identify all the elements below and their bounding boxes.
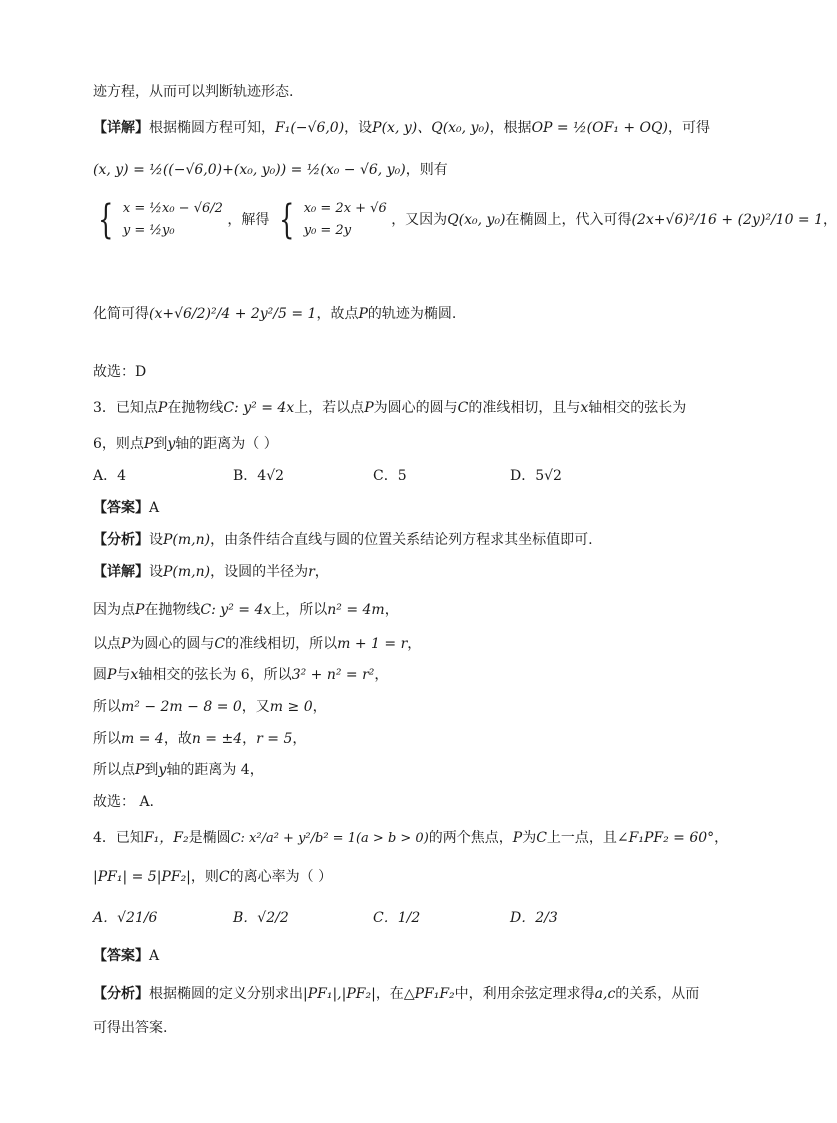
analysis-label: 【分析】	[93, 986, 149, 1002]
option-a: A．√21/6	[93, 910, 158, 926]
text: 所以	[93, 731, 121, 747]
math: m + 1 = r	[337, 636, 408, 652]
math: P(m,n)	[163, 532, 211, 548]
text: 的离心率为（ ）	[229, 869, 333, 885]
math: y	[167, 436, 176, 452]
text-line	[93, 362, 146, 382]
text: 设	[149, 532, 163, 548]
text: 在椭圆上，代入可得	[505, 212, 632, 228]
text-line	[93, 434, 278, 454]
text: 故选：D	[93, 364, 147, 380]
text: 根据椭圆的定义分别求出	[149, 986, 303, 1002]
text: ，设圆的半径为	[210, 564, 309, 580]
analysis-line	[93, 530, 593, 550]
math: P(m,n)	[163, 564, 211, 580]
text: ，	[823, 212, 837, 228]
equation-system	[304, 198, 387, 242]
math: ∠F₁PF₂ = 60°	[616, 830, 715, 846]
text: 轴的距离为（ ）	[175, 436, 278, 452]
detail-label: 【详解】	[93, 120, 149, 136]
text: ，由条件结合直线与圆的位置关系结论列方程求其坐标值即可.	[210, 532, 593, 548]
text: 轴的距离为 4，	[166, 762, 264, 778]
text-line	[93, 82, 293, 102]
math: a,c	[594, 986, 616, 1002]
text: 为圆心的圆与	[373, 400, 458, 416]
math: C	[536, 830, 547, 846]
text: 的关系，从而	[615, 986, 700, 1002]
answer-value: A	[149, 500, 160, 516]
math: (x+√6/2)²/4 + 2y²/5 = 1	[149, 306, 317, 322]
math: x	[130, 667, 139, 683]
math: (2x+√6)²/16 + (2y)²/10 = 1	[631, 212, 824, 228]
text: 3．已知点	[93, 400, 158, 416]
text: 化简可得	[93, 306, 149, 322]
text: 到	[144, 762, 159, 778]
math: r = 5	[256, 731, 293, 747]
math: n = ±4	[191, 731, 243, 747]
text-line	[93, 160, 448, 180]
text: ，	[714, 830, 729, 846]
math: x₀ = 2x + √6	[303, 201, 387, 216]
text: 的轨迹为椭圆.	[367, 306, 457, 322]
option-d: D．2/3	[510, 910, 558, 926]
math: P(x, y)、Q(x₀, y₀)	[372, 120, 490, 136]
text: 在抛物线	[167, 400, 224, 416]
text: ，根据	[489, 120, 532, 136]
math: P	[512, 830, 523, 846]
brace-icon: {	[278, 197, 295, 243]
text-line	[93, 665, 388, 685]
math: |PF₁| = 5|PF₂|	[93, 869, 191, 885]
math: C: y² = 4x	[200, 602, 272, 618]
option-b: B．4√2	[233, 468, 285, 484]
text: 上一点，且	[546, 830, 617, 846]
text: 故选： A.	[93, 794, 155, 810]
math: m² − 2m − 8 = 0	[121, 699, 242, 715]
text-line	[93, 304, 456, 324]
text: 为	[522, 830, 537, 846]
detail-label: 【详解】	[93, 564, 149, 580]
answer-value: A	[149, 948, 160, 964]
math: 3² + n² = r²	[291, 667, 375, 683]
text: ，可得	[667, 120, 710, 136]
text: 的准线相切，且与	[468, 400, 581, 416]
math: y	[158, 762, 167, 778]
text: ，则	[190, 869, 219, 885]
math: (x, y) = ½((−√6,0)+(x₀, y₀)) = ½(x₀ − √6, y₀)	[93, 162, 406, 178]
question-3	[93, 398, 686, 418]
system-line	[93, 198, 837, 242]
text: ，设	[344, 120, 373, 136]
math: P	[107, 667, 117, 683]
text-line	[93, 729, 306, 749]
text: 到	[153, 436, 168, 452]
math: C: y² = 4x	[223, 400, 295, 416]
math: P	[157, 400, 168, 416]
answer-label: 【答案】	[93, 948, 149, 964]
math: x	[580, 400, 589, 416]
text-line	[93, 600, 399, 620]
math: P	[135, 762, 145, 778]
text: ，故	[163, 731, 192, 747]
text: ，	[407, 636, 422, 652]
text: ，	[292, 731, 307, 747]
text: 轴相交的弦长为 6，所以	[138, 667, 292, 683]
text: ，	[242, 731, 257, 747]
math: P	[143, 436, 154, 452]
math: |PF₁|,|PF₂|	[303, 986, 376, 1002]
text: 以点	[93, 636, 121, 652]
text: ，故点	[316, 306, 359, 322]
math: F₁(−√6,0)	[275, 120, 345, 136]
detail-line	[93, 562, 329, 582]
text: 6，则点	[93, 436, 144, 452]
text-line	[93, 634, 421, 654]
text: 的准线相切，所以	[225, 636, 338, 652]
option-a: A．4	[93, 468, 127, 484]
answer-label: 【答案】	[93, 500, 149, 516]
text: 圆	[93, 667, 107, 683]
math: C	[457, 400, 469, 416]
equation-system	[123, 198, 223, 242]
text: 4．已知	[93, 830, 144, 846]
answer-line	[93, 498, 159, 518]
text: 轴相交的弦长为	[588, 400, 687, 416]
text-line	[93, 1018, 167, 1038]
math: C	[218, 869, 230, 885]
math: y₀ = 2y	[303, 223, 352, 238]
text: 根据椭圆方程可知，	[149, 120, 275, 136]
option-d: D．5√2	[510, 468, 562, 484]
text: 所以点	[93, 762, 135, 778]
math: m = 4	[121, 731, 164, 747]
option-c: C．5	[373, 468, 407, 484]
text: 与	[116, 667, 131, 683]
option-b: B．√2/2	[233, 910, 289, 926]
text: 中，利用余弦定理求得	[454, 986, 595, 1002]
math: r	[308, 564, 315, 580]
option-c: C．1/2	[373, 910, 421, 926]
text-line	[93, 792, 154, 812]
text: 是椭圆	[188, 830, 231, 846]
text: ，解得	[227, 212, 270, 228]
text-line	[93, 697, 327, 717]
text: ，	[384, 602, 399, 618]
math: y = ½y₀	[122, 223, 175, 238]
text-line	[93, 760, 264, 780]
text: 所以	[93, 699, 121, 715]
text: 为圆心的圆与	[130, 636, 215, 652]
math: C: x²/a² + y²/b² = 1(a > b > 0)	[230, 831, 429, 846]
text: 在抛物线	[144, 602, 201, 618]
math: P	[364, 400, 374, 416]
math: n² = 4m	[327, 602, 385, 618]
text: 可得出答案.	[93, 1020, 168, 1036]
text-line	[93, 867, 332, 887]
brace-icon: {	[98, 197, 114, 243]
answer-line	[93, 946, 159, 966]
text: 上，若以点	[294, 400, 365, 416]
text: ，	[312, 699, 327, 715]
text: ，则有	[405, 162, 448, 178]
analysis-line	[93, 984, 699, 1004]
text: ，又因为	[391, 212, 448, 228]
math: P	[121, 636, 131, 652]
math: m ≥ 0	[269, 699, 313, 715]
math: P	[358, 306, 368, 322]
text: ，又	[241, 699, 270, 715]
math: x = ½x₀ − √6/2	[122, 201, 223, 216]
math: △PF₁F₂	[403, 986, 455, 1002]
text: 上，所以	[271, 602, 328, 618]
text: ，	[374, 667, 389, 683]
text: ，在	[375, 986, 404, 1002]
math: OP = ½(OF₁ + OQ)	[531, 120, 668, 136]
text: 因为点	[93, 602, 135, 618]
text: 的两个焦点，	[428, 830, 513, 846]
text: 设	[149, 564, 163, 580]
detail-line	[93, 118, 710, 138]
text: 迹方程，从而可以判断轨迹形态.	[93, 84, 294, 100]
math: P	[135, 602, 145, 618]
question-4	[93, 828, 728, 849]
math: Q(x₀, y₀)	[447, 212, 506, 228]
math: C	[214, 636, 226, 652]
analysis-label: 【分析】	[93, 532, 149, 548]
math: F₁，F₂	[143, 830, 189, 846]
text: ，	[314, 564, 329, 580]
